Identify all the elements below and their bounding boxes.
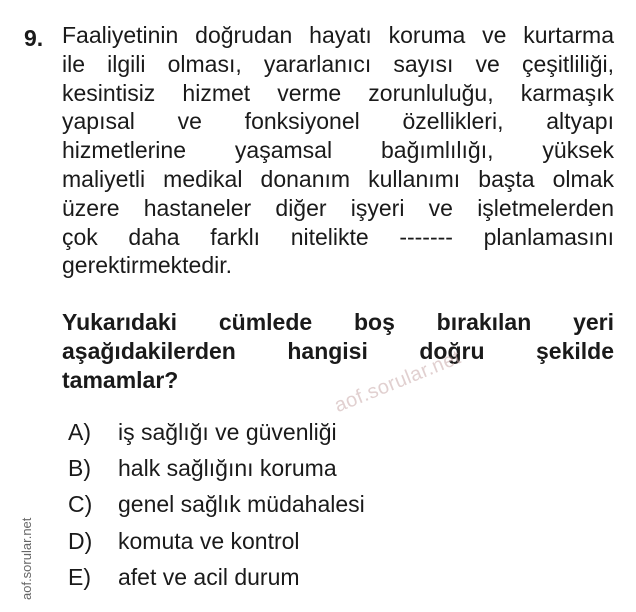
option-text: genel sağlık müdahalesi [118,491,365,518]
option-text: afet ve acil durum [118,563,300,590]
question-body-line: ile ilgili olması, yararlanıcı sayısı ve çeşitliliği, [62,50,614,77]
option-letter: D) [68,527,93,554]
question-body-line: hizmetlerine yaşamsal bağımlılığı, yüksek [62,137,614,164]
option-b[interactable] [68,450,365,486]
option-text: halk sağlığını koruma [118,455,337,482]
option-c[interactable] [68,486,365,522]
question-body-line: Faaliyetinin doğrudan hayatı koruma ve kurtarma [62,22,614,48]
option-letter: C) [68,491,93,518]
question-body [62,21,614,280]
answer-options [68,414,365,595]
option-e[interactable] [68,559,365,595]
watermark-diagonal: aof.sorular.net [331,346,465,418]
option-d[interactable] [68,523,365,559]
question-number: 9. [24,25,44,51]
question-prompt [62,308,614,394]
question-prompt-line: Yukarıdaki cümlede boş bırakılan yeri [62,309,614,335]
option-letter: A) [68,419,91,445]
question-body-line: maliyetli medikal donanım kullanımı başta olmak [62,165,614,192]
question-body-line: üzere hastaneler diğer işyeri ve işletmelerden [62,194,614,221]
question-body-line: kesintisiz hizmet verme zorunluluğu, karmaşık [62,79,614,106]
option-letter: E) [68,563,91,590]
question-prompt-line: aşağıdakilerden hangisi doğru şekilde [62,337,614,364]
watermark-side: aof.sorular.net [19,517,34,600]
option-text: iş sağlığı ve güvenliği [118,419,337,445]
question-body-line: gerektirmektedir. [62,252,233,279]
question-body-line: çok daha farklı nitelikte ------- planlamasını [62,223,614,250]
option-letter: B) [68,455,91,482]
question-prompt-line: tamamlar? [62,366,179,393]
option-a[interactable] [68,414,365,450]
option-text: komuta ve kontrol [118,527,300,554]
question-body-line: yapısal ve fonksiyonel özellikleri, altyapı [62,108,614,135]
